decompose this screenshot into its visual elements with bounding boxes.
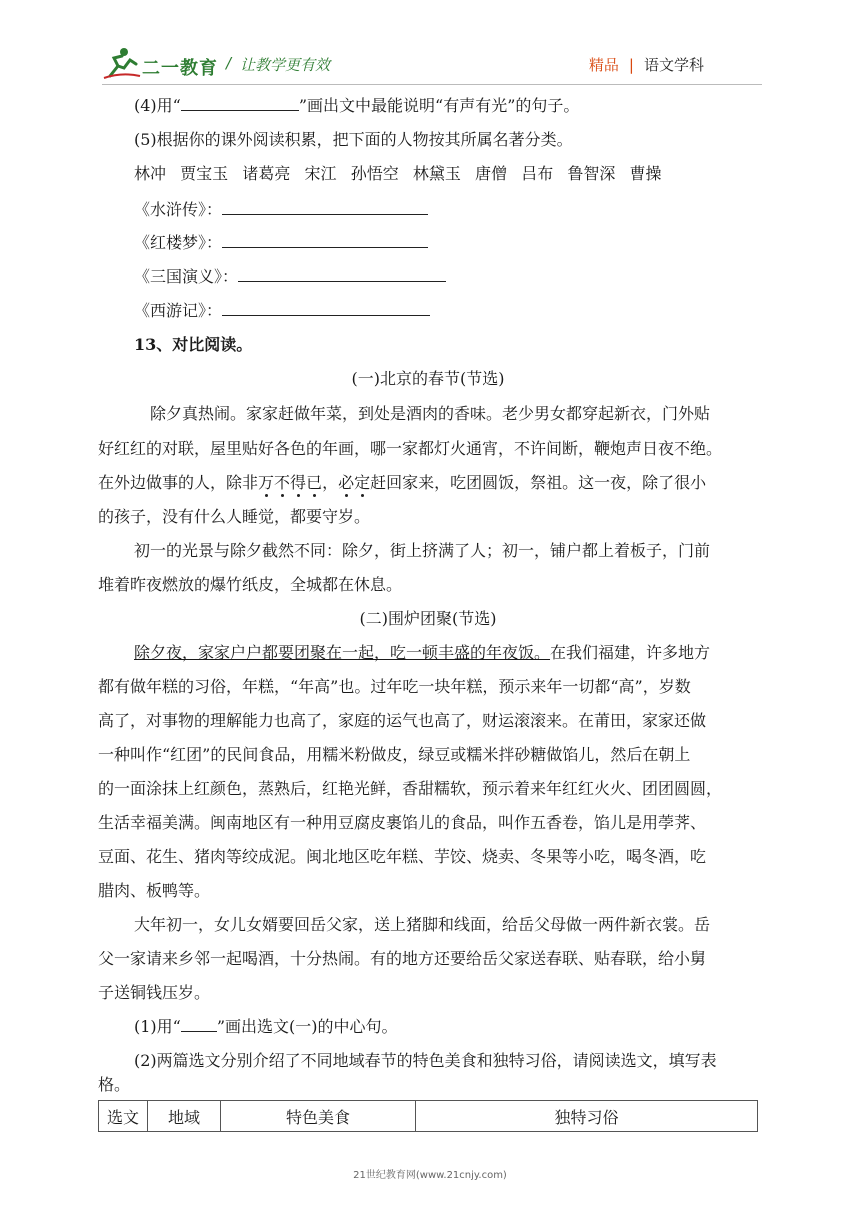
subject-label: 语文学科 xyxy=(643,56,704,74)
book-label: 《水浒传》： xyxy=(134,200,223,219)
text-segment: 在外边做事的人，除非 xyxy=(98,473,259,492)
book-label: 《三国演义》： xyxy=(134,267,239,286)
answer-blank xyxy=(181,96,299,111)
emphasized-char: 定 xyxy=(354,473,371,492)
passage-2-line: 的一面涂抹上红颜色，蒸熟后，红艳光鲜，香甜糯软，预示着来年红红火火、团团圆圆， xyxy=(98,779,723,798)
table-header-cell: 独特习俗 xyxy=(416,1101,758,1132)
passage-2-line: 豆面、花生、猪肉等绞成泥。闽北地区吃年糕、芋饺、烧卖、冬果等小吃，喝冬酒，吃 xyxy=(98,847,707,866)
emphasized-char: 不 xyxy=(274,473,291,492)
runner-logo-icon xyxy=(102,46,142,82)
emphasized-char: 已 xyxy=(306,473,323,492)
character-names: 林冲 贾宝玉 诸葛亮 宋江 孙悟空 林黛玉 唐僧 吕布 鲁智深 曹操 xyxy=(134,164,662,183)
text-segment: 在我们福建，许多地方 xyxy=(550,643,711,662)
passage-2-line: 高了，对事物的理解能力也高了，家庭的运气也高了，财运滚滚来。在莆田，家家还做 xyxy=(98,711,707,730)
passage-1-heading: (一)北京的春节(节选) xyxy=(351,369,505,388)
header-separator: | xyxy=(628,56,634,74)
emphasized-char: 万 xyxy=(258,473,275,492)
emphasized-char: 得 xyxy=(290,473,307,492)
q4-suffix: ”画出文中最能说明“有声有光”的句子。 xyxy=(298,96,580,115)
book-label: 《西游记》： xyxy=(134,301,223,320)
passage-2-line: 一种叫作“红团”的民间食品，用糯米粉做皮，绿豆或糯米拌砂糖做馅儿，然后在朝上 xyxy=(98,745,691,764)
passage-2-line: 大年初一，女儿女婿要回岳父家，送上猪脚和线面，给岳父母做一两件新衣裳。岳 xyxy=(134,915,711,934)
table-header-cell: 地域 xyxy=(148,1101,221,1132)
answer-blank xyxy=(222,200,428,215)
sub-question-2: (2)两篇选文分别介绍了不同地域春节的特色美食和独特习俗，请阅读选文，填写表 xyxy=(134,1051,717,1070)
passage-1-line: 堆着昨夜燃放的爆竹纸皮，全城都在休息。 xyxy=(98,575,403,594)
sub-question-1 xyxy=(134,1016,398,1038)
slogan: 让教学更有效 xyxy=(240,56,331,74)
logo-text: 二一教育 xyxy=(142,58,218,79)
passage-1-line: 的孩子，没有什么人睡觉，都要守岁。 xyxy=(98,507,371,526)
table-header-row xyxy=(99,1101,758,1132)
emphasized-char: ， xyxy=(322,473,339,492)
answer-blank xyxy=(222,233,428,248)
passage-2-line: 生活幸福美满。闽南地区有一种用豆腐皮裹馅儿的食品，叫作五香卷，馅儿是用荸荠、 xyxy=(98,813,707,832)
passage-1-line: 除夕真热闹。家家赶做年菜，到处是酒肉的香味。老少男女都穿起新衣，门外贴 xyxy=(150,404,711,423)
passage-1-line: 初一的光景与除夕截然不同：除夕，街上挤满了人；初一，铺户都上着板子，门前 xyxy=(134,541,711,560)
passage-1-line xyxy=(98,472,706,494)
sub1-prefix: (1)用“ xyxy=(134,1017,181,1036)
passage-2-line: 子送铜钱压岁。 xyxy=(98,983,211,1002)
sub1-suffix: ”画出选文(一)的中心句。 xyxy=(216,1017,398,1036)
emphasized-char: 必 xyxy=(338,473,355,492)
answer-blank xyxy=(181,1017,217,1032)
header-divider: / xyxy=(226,54,232,72)
book-row-honglou xyxy=(134,232,428,254)
passage-2-line: 都有做年糕的习俗，年糕，“年高”也。过年吃一块年糕，预示来年一切都“高”，岁数 xyxy=(98,677,691,696)
central-sentence: 除夕夜，家家户户都要团聚在一起，吃一顿丰盛的年夜饭。 xyxy=(134,643,551,662)
book-row-sanguo xyxy=(134,266,446,288)
header-right xyxy=(589,54,704,75)
table-header-cell: 选文 xyxy=(99,1101,148,1132)
table-header-cell: 特色美食 xyxy=(221,1101,416,1132)
passage-1-line: 好红红的对联，屋里贴好各色的年画，哪一家都灯火通宵，不许间断，鞭炮声日夜不绝。 xyxy=(98,439,723,458)
answer-table xyxy=(98,1100,758,1132)
sub-question-2: 格。 xyxy=(98,1075,131,1094)
q4-prefix: (4)用“ xyxy=(134,96,181,115)
passage-2-line: 父一家请来乡邻一起喝酒，十分热闹。有的地方还要给岳父家送春联、贴春联，给小舅 xyxy=(98,949,707,968)
dotted-emphasis xyxy=(258,473,370,492)
book-row-shuihu xyxy=(134,199,428,221)
passage-2-heading: (二)围炉团聚(节选) xyxy=(359,609,497,628)
text-segment: 赶回家来，吃团圆饭，祭祖。这一夜，除了很小 xyxy=(370,473,707,492)
answer-blank xyxy=(222,301,430,316)
book-label: 《红楼梦》： xyxy=(134,233,223,252)
page-footer: 21世纪教育网(www.21cnjy.com) xyxy=(353,1170,507,1181)
passage-2-line: 腊肉、板鸭等。 xyxy=(98,881,211,900)
question-5: (5)根据你的课外阅读积累，把下面的人物按其所属名著分类。 xyxy=(134,130,573,149)
passage-2-line xyxy=(134,642,710,664)
question-4 xyxy=(134,95,579,117)
logo xyxy=(102,46,232,82)
answer-blank xyxy=(238,267,446,282)
book-row-xiyou xyxy=(134,300,430,322)
quality-badge: 精品 xyxy=(588,56,619,74)
page-header xyxy=(102,44,762,84)
question-13-title: 13、对比阅读。 xyxy=(134,335,253,354)
header-rule xyxy=(102,84,762,85)
